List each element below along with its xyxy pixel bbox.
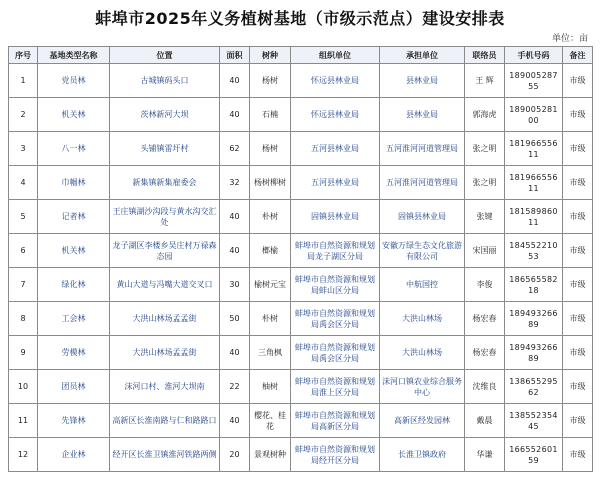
cell-location: 龙子湖区李楼乡吴庄村万禄森态园 (110, 234, 220, 268)
cell-area: 40 (220, 200, 250, 234)
cell-index: 3 (9, 132, 38, 166)
cell-area: 20 (220, 438, 250, 472)
header-location: 位置 (110, 47, 220, 64)
cell-location: 黄山大道与冯嘴大道交叉口 (110, 268, 220, 302)
cell-phone: 18949326689 (505, 302, 563, 336)
cell-species: 樱花、桂花 (250, 404, 291, 438)
table-row (9, 404, 593, 438)
cell-contact: 杨宏春 (465, 302, 505, 336)
planting-base-table (8, 46, 593, 472)
cell-location: 古城镇码头口 (110, 64, 220, 98)
cell-location: 大洪山林场孟孟街 (110, 336, 220, 370)
cell-phone: 18455221053 (505, 234, 563, 268)
cell-base-type: 企业林 (38, 438, 110, 472)
cell-org-unit: 怀远县林业局 (291, 98, 380, 132)
header-undertaking-unit: 承担单位 (380, 47, 465, 64)
cell-undertaking-unit: 长淮卫镇政府 (380, 438, 465, 472)
cell-undertaking-unit: 五河淮河河道管理局 (380, 166, 465, 200)
cell-index: 12 (9, 438, 38, 472)
header-org-unit: 组织单位 (291, 47, 380, 64)
cell-contact: 张之明 (465, 132, 505, 166)
header-base-type: 基地类型名称 (38, 47, 110, 64)
cell-note: 市级 (563, 302, 593, 336)
cell-phone: 18949326689 (505, 336, 563, 370)
cell-species: 景观树种 (250, 438, 291, 472)
cell-phone: 18900528100 (505, 98, 563, 132)
cell-undertaking-unit: 大洪山林场 (380, 336, 465, 370)
cell-base-type: 绿化林 (38, 268, 110, 302)
cell-org-unit: 怀远县林业局 (291, 64, 380, 98)
cell-contact: 华谦 (465, 438, 505, 472)
cell-org-unit: 蚌埠市自然资源和规划局淮上区分局 (291, 370, 380, 404)
unit-label: 单位：亩 (551, 34, 588, 44)
cell-undertaking-unit: 固镇县林业局 (380, 200, 465, 234)
cell-note: 市级 (563, 234, 593, 268)
cell-note: 市级 (563, 438, 593, 472)
cell-undertaking-unit: 县林业局 (380, 98, 465, 132)
cell-base-type: 党员林 (38, 64, 110, 98)
cell-note: 市级 (563, 268, 593, 302)
cell-index: 1 (9, 64, 38, 98)
cell-location: 茨林新河大坝 (110, 98, 220, 132)
table-body (9, 64, 593, 472)
cell-org-unit: 蚌埠市自然资源和规划局龙子湖区分局 (291, 234, 380, 268)
cell-base-type: 八一林 (38, 132, 110, 166)
cell-org-unit: 蚌埠市自然资源和规划局禹会区分局 (291, 302, 380, 336)
table-row (9, 166, 593, 200)
cell-contact: 杨宏春 (465, 336, 505, 370)
cell-phone: 18158986011 (505, 200, 563, 234)
cell-note: 市级 (563, 404, 593, 438)
table-row (9, 234, 593, 268)
cell-species: 杨树 (250, 132, 291, 166)
cell-base-type: 工会林 (38, 302, 110, 336)
cell-phone: 18656558218 (505, 268, 563, 302)
cell-org-unit: 蚌埠市自然资源和规划局经开区分局 (291, 438, 380, 472)
header-note: 备注 (563, 47, 593, 64)
cell-undertaking-unit: 五河淮河河道管理局 (380, 132, 465, 166)
cell-area: 22 (220, 370, 250, 404)
cell-area: 40 (220, 64, 250, 98)
table-row (9, 64, 593, 98)
cell-species: 杨树 (250, 64, 291, 98)
cell-note: 市级 (563, 200, 593, 234)
cell-phone: 18196655611 (505, 132, 563, 166)
cell-species: 柚树 (250, 370, 291, 404)
header-area: 面积 (220, 47, 250, 64)
table-row (9, 370, 593, 404)
header-contact: 联络员 (465, 47, 505, 64)
cell-location: 沫河口村、淮河大坝南 (110, 370, 220, 404)
cell-phone: 16655260159 (505, 438, 563, 472)
cell-undertaking-unit: 大洪山林场 (380, 302, 465, 336)
cell-undertaking-unit: 中航国控 (380, 268, 465, 302)
cell-index: 10 (9, 370, 38, 404)
cell-location: 新集镇新集雇委会 (110, 166, 220, 200)
cell-org-unit: 蚌埠市自然资源和规划局禹会区分局 (291, 336, 380, 370)
cell-base-type: 机关林 (38, 98, 110, 132)
cell-species: 杨树柳树 (250, 166, 291, 200)
cell-index: 9 (9, 336, 38, 370)
cell-base-type: 巾帼林 (38, 166, 110, 200)
cell-index: 11 (9, 404, 38, 438)
cell-base-type: 劳模林 (38, 336, 110, 370)
cell-index: 5 (9, 200, 38, 234)
cell-location: 大洪山林场孟孟街 (110, 302, 220, 336)
table-row (9, 200, 593, 234)
cell-note: 市级 (563, 98, 593, 132)
table-header-row (9, 47, 593, 64)
cell-index: 7 (9, 268, 38, 302)
cell-base-type: 团员林 (38, 370, 110, 404)
cell-undertaking-unit: 安徽万绿生态文化旅游有限公司 (380, 234, 465, 268)
cell-index: 2 (9, 98, 38, 132)
header-index: 序号 (9, 47, 38, 64)
cell-contact: 沈维良 (465, 370, 505, 404)
cell-note: 市级 (563, 370, 593, 404)
cell-phone: 13865529562 (505, 370, 563, 404)
cell-location: 经开区长淮卫镇淮河铁路两侧 (110, 438, 220, 472)
cell-org-unit: 固镇县林业局 (291, 200, 380, 234)
cell-contact: 宋国丽 (465, 234, 505, 268)
cell-contact: 李俊 (465, 268, 505, 302)
cell-area: 62 (220, 132, 250, 166)
cell-species: 榔榆 (250, 234, 291, 268)
cell-undertaking-unit: 县林业局 (380, 64, 465, 98)
cell-contact: 郭海虎 (465, 98, 505, 132)
cell-contact: 王 辉 (465, 64, 505, 98)
cell-area: 40 (220, 404, 250, 438)
table-row (9, 438, 593, 472)
cell-location: 王庄镇湖沙沟段与黄水沟交汇处 (110, 200, 220, 234)
cell-undertaking-unit: 沫河口镇农业综合服务中心 (380, 370, 465, 404)
cell-area: 40 (220, 98, 250, 132)
cell-location: 头铺镇雷圩村 (110, 132, 220, 166)
cell-area: 50 (220, 302, 250, 336)
cell-phone: 18196655611 (505, 166, 563, 200)
cell-location: 高新区长淮南路与仁和路路口 (110, 404, 220, 438)
cell-note: 市级 (563, 336, 593, 370)
table-row (9, 268, 593, 302)
table-row (9, 336, 593, 370)
cell-index: 8 (9, 302, 38, 336)
cell-contact: 张之明 (465, 166, 505, 200)
cell-note: 市级 (563, 64, 593, 98)
cell-contact: 张键 (465, 200, 505, 234)
cell-index: 4 (9, 166, 38, 200)
cell-species: 朴树 (250, 302, 291, 336)
cell-base-type: 记者林 (38, 200, 110, 234)
cell-area: 32 (220, 166, 250, 200)
cell-species: 三角枫 (250, 336, 291, 370)
cell-org-unit: 五河县林业局 (291, 166, 380, 200)
table-row (9, 132, 593, 166)
page-title: 蚌埠市2025年义务植树基地（市级示范点）建设安排表 (95, 9, 505, 28)
cell-area: 40 (220, 234, 250, 268)
cell-contact: 戴晨 (465, 404, 505, 438)
cell-org-unit: 蚌埠市自然资源和规划局高新区分局 (291, 404, 380, 438)
cell-note: 市级 (563, 166, 593, 200)
cell-org-unit: 五河县林业局 (291, 132, 380, 166)
header-species: 树种 (250, 47, 291, 64)
cell-phone: 13855235445 (505, 404, 563, 438)
cell-area: 30 (220, 268, 250, 302)
table-row (9, 98, 593, 132)
cell-base-type: 机关林 (38, 234, 110, 268)
header-phone: 手机号码 (505, 47, 563, 64)
cell-phone: 18900528755 (505, 64, 563, 98)
cell-base-type: 先锋林 (38, 404, 110, 438)
cell-org-unit: 蚌埠市自然资源和规划局蚌山区分局 (291, 268, 380, 302)
cell-species: 榆树元宝 (250, 268, 291, 302)
cell-species: 石楠 (250, 98, 291, 132)
cell-area: 40 (220, 336, 250, 370)
cell-index: 6 (9, 234, 38, 268)
table-row (9, 302, 593, 336)
cell-undertaking-unit: 高新区经发园林 (380, 404, 465, 438)
cell-note: 市级 (563, 132, 593, 166)
cell-species: 朴树 (250, 200, 291, 234)
